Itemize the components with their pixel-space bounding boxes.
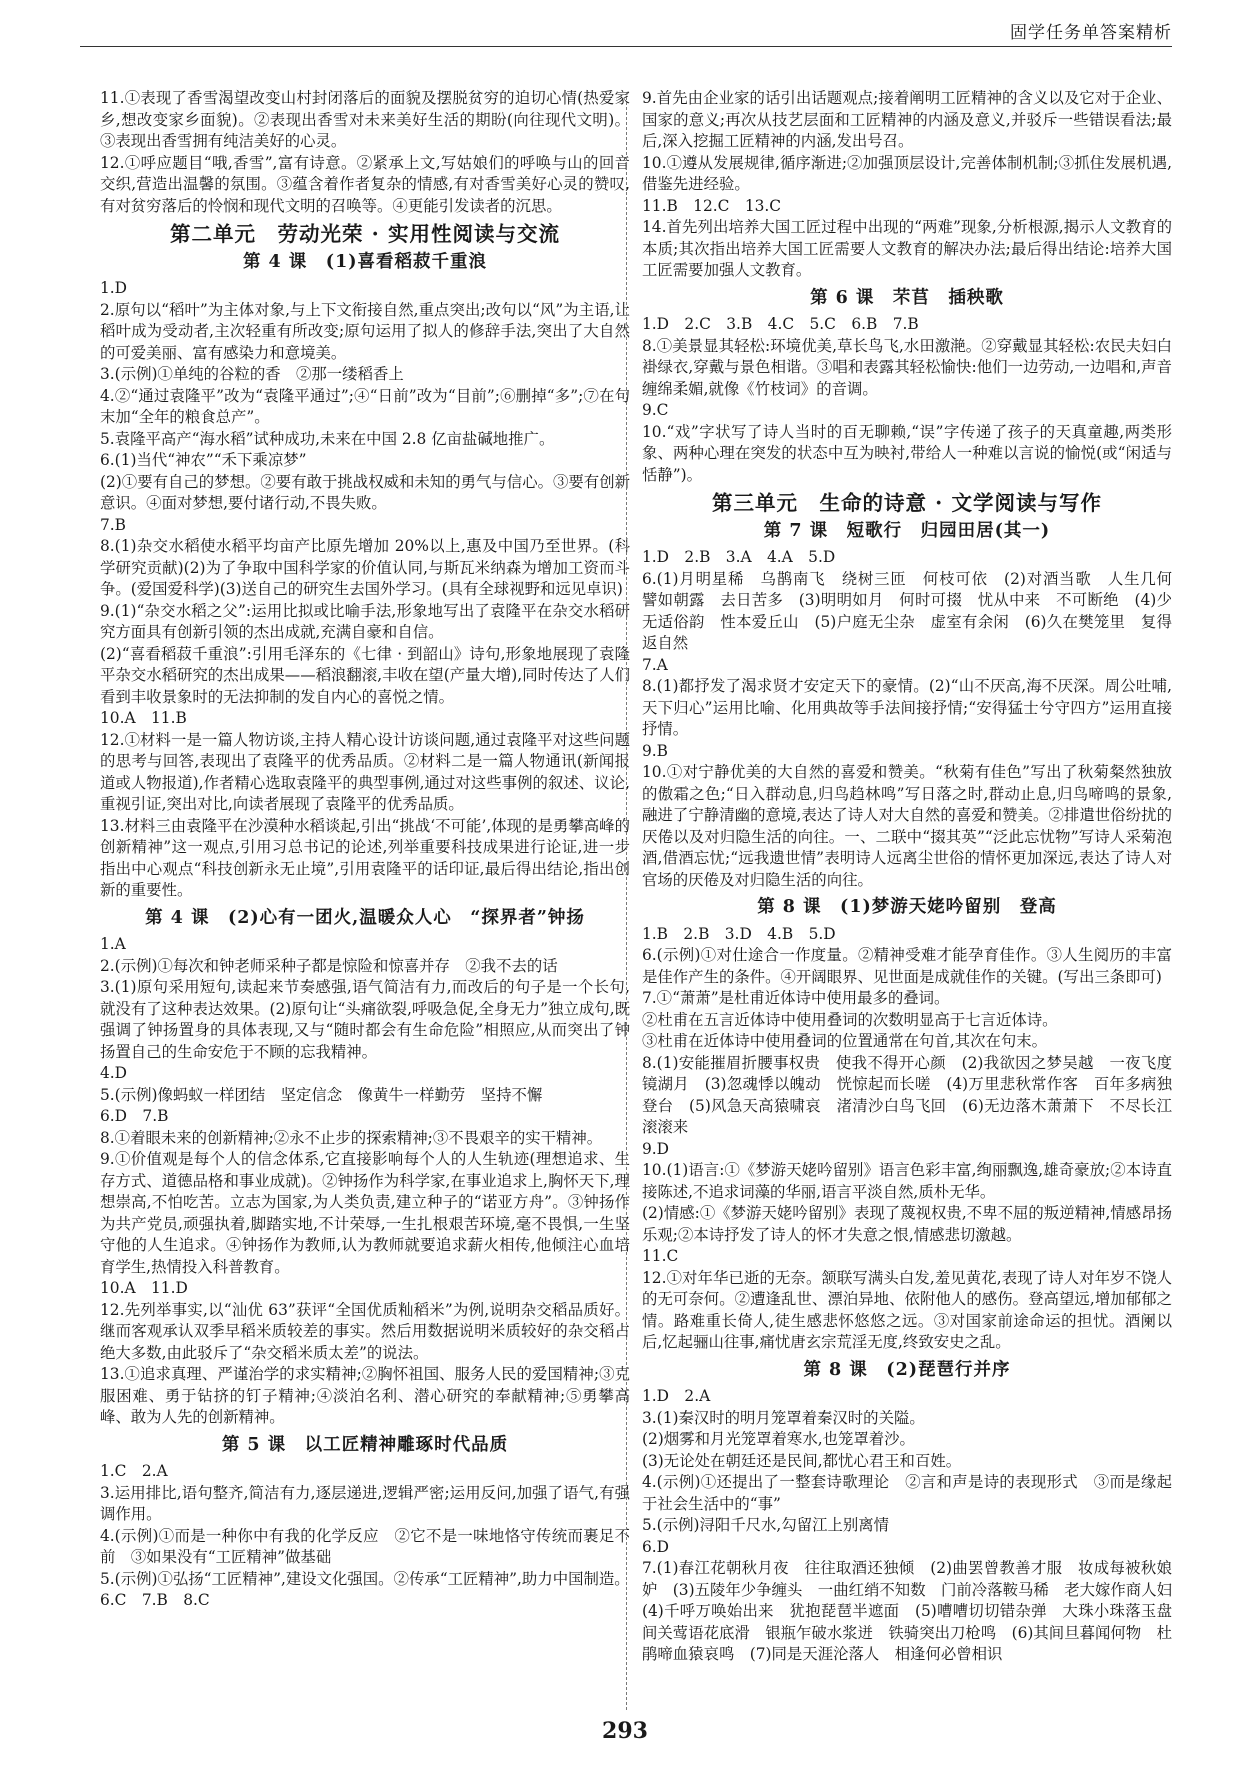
unit-heading: 第二单元 劳动光荣 · 实用性阅读与交流 (170, 222, 560, 246)
lesson-heading: 第 5 课 以工匠精神雕琢时代品质 (221, 1434, 509, 1455)
answer-item: 8.(1)杂交水稻使水稻平均亩产比原先增加 20%以上,惠及中国乃至世界。(科学研究贡献)(2)为了争取中国科学家的价值认同,与斯瓦米纳森为增加工资而斗争。(爱国爱科学)(3)送自己的研究生去国外学习。(具有全球视野和远见卓识) (100, 537, 630, 598)
answer-item: 4.(示例)①而是一种你中有我的化学反应 ②它不是一味地恪守传统而裹足不前 ③如果没有“工匠精神”做基础 (100, 1526, 630, 1566)
answer-item: 8.①美景显其轻松:环境优美,草长鸟飞,水田激滟。②穿戴显其轻松:农民夫妇白褂绿衣,穿戴与景色相谐。③唱和表露其轻松愉快:他们一边劳动,一边唱和,声音缠绵柔媚,就像《竹枝词》的音调。 (642, 336, 1172, 398)
answer-item: 11.C (642, 1247, 679, 1265)
answer-item: 6.(1)当代“神农”“禾下乘凉梦” (100, 451, 307, 469)
answer-item: 1.D 2.A (642, 1387, 711, 1405)
answer-item: 9.B (642, 741, 668, 760)
lesson-heading: 第 4 课 (1)喜看稻菽千重浪 (242, 251, 488, 272)
answer-item: 11.B 12.C 13.C (642, 196, 782, 215)
answer-item: 1.C 2.A (100, 1462, 168, 1480)
answer-item: 3.(1)秦汉时的明月笼罩着秦汉时的关隘。 (642, 1408, 925, 1427)
answer-item: 6.D (642, 1537, 670, 1556)
answer-item: 6.D 7.B (100, 1107, 169, 1125)
answer-item: 9.首先由企业家的话引出话题观点;接着阐明工匠精神的含义以及它对于企业、国家的意义;再次从技艺层面和工匠精神的内涵及意义,并驳斥一些错误看法;最后,深入挖掘工匠精神的内涵,发出号召。 (642, 89, 1172, 150)
answer-item: 11.①表现了香雪渴望改变山村封闭落后的面貌及摆脱贫穷的迫切心情(热爱家乡,想改变家乡面貌)。②表现出香雪对未来美好生活的期盼(向往现代文明)。③表现出香雪拥有纯洁美好的心灵。 (100, 89, 630, 150)
answer-item: 12.先列举事实,以“汕优 63”获评“全国优质籼稻米”为例,说明杂交稻品质好。继而客观承认双季早稻米质较差的事实。然后用数据说明米质较好的杂交稻占绝大多数,由此驳斥了“杂交稻米质太差”的说法。 (100, 1300, 630, 1362)
answer-item: 1.D 2.B 3.A 4.A 5.D (642, 548, 836, 566)
header-rule (80, 46, 1172, 47)
answer-item: 9.D (642, 1139, 670, 1158)
lesson-heading: 第 6 课 芣苢 插秧歌 (810, 287, 1004, 308)
answer-item: 6.C 7.B 8.C (100, 1591, 210, 1609)
lesson-heading: 第 8 课 (2)琵琶行并序 (803, 1359, 1011, 1380)
answer-item: 5.(示例)①弘扬“工匠精神”,建设文化强国。②传承“工匠精神”,助力中国制造。 (100, 1569, 630, 1588)
answer-item: 10.①遵从发展规律,循序渐进;②加强顶层设计,完善体制机制;③抓住发展机遇,借鉴先进经验。 (642, 153, 1172, 193)
lesson-heading: 第 8 课 (1)梦游天姥吟留别 登高 (757, 897, 1057, 917)
answer-item: 10.(1)语言:①《梦游天姥吟留别》语言色彩丰富,绚丽飘逸,雄奇豪放;②本诗直接陈述,不追求词藻的华丽,语言平淡自然,质朴无华。 (642, 1161, 1172, 1201)
answer-item: (2)烟雾和月光笼罩着寒水,也笼罩着沙。 (642, 1430, 915, 1448)
answer-item: 9.①价值观是每个人的信念体系,它直接影响每个人的人生轨迹(理想追求、生存方式、道德品格和事业成就)。②钟扬作为科学家,在事业追求上,胸怀天下,理想崇高,不怕吃苦。立志为国家,为人类负责,建立种子的“诺亚方舟”。③钟扬作为共产党员,顽强执着,脚踏实地,不计荣辱,一生扎根艰苦环境,毫不畏惧,一生坚守他的人生追求。④钟扬作为教师,认为教师就要追求薪火相传,他倾注心血培育学生,热情投入科普教育。 (100, 1150, 630, 1276)
answer-item: 2.原句以“稻叶”为主体对象,与上下文衔接自然,重点突出;改句以“风”为主语,让稻叶成为受动者,主次轻重有所改变;原句运用了拟人的修辞手法,突出了大自然的可爱美丽、富有感染力和意境美。 (100, 300, 630, 362)
answer-item: 4.(示例)①还提出了一整套诗歌理论 ②言和声是诗的表现形式 ③而是缘起于社会生活中的“事” (642, 1473, 1172, 1513)
answer-item: 8.①着眼未来的创新精神;②永不止步的探索精神;③不畏艰辛的实干精神。 (100, 1128, 603, 1147)
answer-item: 7.(1)春江花朝秋月夜 往往取酒还独倾 (2)曲罢曾教善才服 妆成每被秋娘妒 (3)五陵年少争缠头 一曲红绡不知数 门前冷落鞍马稀 老大嫁作商人妇 (4)千呼万唤始出来 犹抱琵琶半遮面 (5)嘈嘈切切错杂弹 大珠小珠落玉盘 间关莺语花底滑 银瓶乍破水浆迸 铁骑突出刀枪鸣 (6)其间旦暮闻何物 杜鹃啼血猿哀鸣 (7)同是天涯沦落人 相逢何必曾相识 (642, 1559, 1188, 1663)
answer-item: (2)“喜看稻菽千重浪”:引用毛泽东的《七律 · 到韶山》诗句,形象地展现了袁隆平杂交水稻研究的杰出成果——稻浪翻滚,丰收在望(产量大增),同时传达了人们看到丰收景象时的无法抑制的发自内心的喜悦之情。 (100, 644, 630, 706)
answer-item: 1.D (100, 279, 128, 297)
answer-item: 3.(1)原句采用短句,读起来节奏感强,语气简洁有力,而改后的句子是一个长句,就没有了这种表达效果。(2)原句让“头痛欲裂,呼吸急促,全身无力”独立成句,既强调了钟扬置身的具体表现,又与“随时都会有生命危险”相照应,从而突出了钟扬置自己的生命安危于不顾的忘我精神。 (100, 978, 630, 1061)
lesson-heading: 第 7 课 短歌行 归园田居(其一) (763, 520, 1051, 541)
answer-item: (2)情感:①《梦游天姥吟留别》表现了蔑视权贵,不卑不屈的叛逆精神,情感昂扬乐观;②本诗抒发了诗人的怀才失意之恨,情感悲切激越。 (642, 1204, 1172, 1244)
answer-item: 9.(1)“杂交水稻之父”:运用比拟或比喻手法,形象地写出了袁隆平在杂交水稻研究方面具有创新引领的杰出成就,充满自豪和自信。 (100, 601, 630, 641)
answer-item: 6.(1)月明星稀 乌鹊南飞 绕树三匝 何枝可依 (2)对酒当歌 人生几何 譬如朝露 去日苦多 (3)明明如月 何时可掇 忧从中来 不可断绝 (4)少无适俗韵 性本爱丘山 (5)户庭无尘杂 虚室有余闲 (6)久在樊笼里 复得返自然 (642, 569, 1188, 652)
answer-item: 7.B (100, 515, 126, 534)
answer-item: 4.D (100, 1064, 128, 1082)
answer-item: 3.运用排比,语句整齐,简洁有力,逐层递进,逻辑严密;运用反问,加强了语气,有强调作用。 (100, 1483, 630, 1523)
answer-item: 10.①对宁静优美的大自然的喜爱和赞美。“秋菊有佳色”写出了秋菊粲然独放的傲霜之色;“日入群动息,归鸟趋林鸣”写日落之时,群动止息,归鸟啼鸣的景象,融进了宁静清幽的意境,表达了诗人对大自然的喜爱和赞美。②排遣世俗纷扰的厌倦以及对归隐生活的向往。一、二联中“掇其英”“泛此忘忧物”写诗人采菊泡酒,借酒忘忧;“远我遗世情”表明诗人远离尘世俗的情怀更加深远,表达了诗人对官场的厌倦及对归隐生活的向往。 (642, 763, 1172, 889)
answer-item: 2.(示例)①每次和钟老师采种子都是惊险和惊喜并存 ②我不去的话 (100, 956, 558, 975)
answer-item: 1.B 2.B 3.D 4.B 5.D (642, 924, 836, 943)
answer-item: 12.①材料一是一篇人物访谈,主持人精心设计访谈问题,通过袁隆平对这些问题的思考与回答,表现出了袁隆平的优秀品质。②材料二是一篇人物通讯(新闻报道或人物报道),作者精心选取袁隆平的典型事例,通过对这些事例的叙述、议论,重视引证,突出对比,向读者展现了袁隆平的优秀品质。 (100, 730, 630, 813)
answer-item: 5.(示例)像蚂蚁一样团结 坚定信念 像黄牛一样勤劳 坚持不懈 (100, 1085, 543, 1104)
answer-item: 8.(1)都抒发了渴求贤才安定天下的豪情。(2)“山不厌高,海不厌深。周公吐哺,天下归心”运用比喻、化用典故等手法间接抒情;“安得猛士兮守四方”运用直接抒情。 (642, 677, 1172, 738)
book-header: 固学任务单答案精析 (1010, 23, 1172, 43)
answer-item: 9.C (642, 401, 669, 419)
answer-item: 5.袁隆平高产“海水稻”试种成功,未来在中国 2.8 亿亩盐碱地推广。 (100, 429, 555, 448)
answer-item: 10.A 11.B (100, 709, 187, 727)
answer-item: 7.A (642, 655, 668, 674)
answer-item: 10.“戏”字状写了诗人当时的百无聊赖,“误”字传递了孩子的天真童趣,两类形象、两种心理在突发的状态中互为映衬,带给人一种难以言说的愉悦(或“闲适与恬静”)。 (642, 422, 1172, 484)
left-column (100, 88, 630, 1612)
answer-item: 4.②“通过袁隆平”改为“袁隆平通过”;④“日前”改为“目前”;⑥删掉“多”;⑦在句末加“全年的粮食总产”。 (100, 386, 630, 426)
lesson-heading: 第 4 课 (2)心有一团火,温暖众人心 “探界者”钟扬 (145, 907, 585, 928)
answer-item: 6.(示例)①对仕途合一作度量。②精神受难才能孕育佳作。③人生阅历的丰富是佳作产生的条件。④开阔眼界、见世面是成就佳作的关键。(写出三条即可) (642, 946, 1172, 986)
unit-heading: 第三单元 生命的诗意 · 文学阅读与写作 (712, 491, 1102, 515)
answer-item: 12.①呼应题目“哦,香雪”,富有诗意。②紧承上文,写姑娘们的呼唤与山的回音交织,营造出温馨的氛围。③蕴含着作者复杂的情感,有对香雪美好心灵的赞叹,有对贫穷落后的怜悯和现代文明的召唤等。④更能引发读者的沉思。 (100, 153, 630, 215)
column-divider (626, 92, 627, 1710)
answer-item: 12.①对年华已逝的无奈。颔联写满头白发,羞见黄花,表现了诗人对年岁不饶人的无可奈何。②遭逢乱世、漂泊异地、依附他人的感伤。登高望远,增加郁郁之情。路难重长倚人,徒生感悲怀悠悠之远。③对国家前途命运的担忧。酒阑以后,忆起骊山往事,痛忧唐玄宗荒淫无度,终致安史之乱。 (642, 1268, 1172, 1351)
answer-item: 13.材料三由袁隆平在沙漠种水稻谈起,引出“挑战‘不可能’,体现的是勇攀高峰的创新精神”这一观点,引用习总书记的论述,列举重要科技成果进行论证,进一步指出中心观点“科技创新永无止境”,引用袁隆平的话印证,最后得出结论,指出创新的重要性。 (100, 816, 630, 899)
answer-item: 5.(示例)浔阳千尺水,勾留江上别离情 (642, 1516, 890, 1534)
page-number: 293 (602, 1718, 648, 1744)
answer-item: 10.A 11.D (100, 1279, 188, 1297)
answer-item: (3)无论处在朝廷还是民间,都忧心君王和百姓。 (642, 1451, 962, 1470)
right-column (642, 88, 1188, 1666)
answer-item: 14.首先列出培养大国工匠过程中出现的“两难”现象,分析根源,揭示人文教育的本质;其次指出培养大国工匠需要人文教育的解决办法;最后得出结论:培养大国工匠需要加强人文教育。 (642, 218, 1172, 279)
answer-item: 8.(1)安能摧眉折腰事权贵 使我不得开心颜 (2)我欲因之梦吴越 一夜飞度镜湖月 (3)忽魂悸以魄动 恍惊起而长嗟 (4)万里悲秋常作客 百年多病独登台 (5)风急天高猿啸哀 渚清沙白鸟飞回 (6)无边落木萧萧下 不尽长江滚滚来 (642, 1053, 1172, 1136)
answer-item: 1.D 2.C 3.B 4.C 5.C 6.B 7.B (642, 315, 919, 333)
answer-item: ③杜甫在近体诗中使用叠词的位置通常在句首,其次在句末。 (642, 1032, 1048, 1050)
answer-item: 3.(示例)①单纯的谷粒的香 ②那一缕稻香上 (100, 365, 404, 383)
answer-item: ②杜甫在五言近体诗中使用叠词的次数明显高于七言近体诗。 (642, 1010, 1058, 1029)
answer-item: 7.①“萧萧”是杜甫近体诗中使用最多的叠词。 (642, 989, 950, 1007)
answer-item: 13.①追求真理、严谨治学的求实精神;②胸怀祖国、服务人民的爱国精神;③克服困难、勇于钻挤的钉子精神;④淡泊名利、潜心研究的奉献精神;⑤勇攀高峰、敢为人先的创新精神。 (100, 1365, 630, 1426)
answer-item: (2)①要有自己的梦想。②要有敢于挑战权威和未知的勇气与信心。③要有创新意识。④面对梦想,要付诸行动,不畏失败。 (100, 472, 630, 512)
answer-item: 1.A (100, 935, 126, 953)
